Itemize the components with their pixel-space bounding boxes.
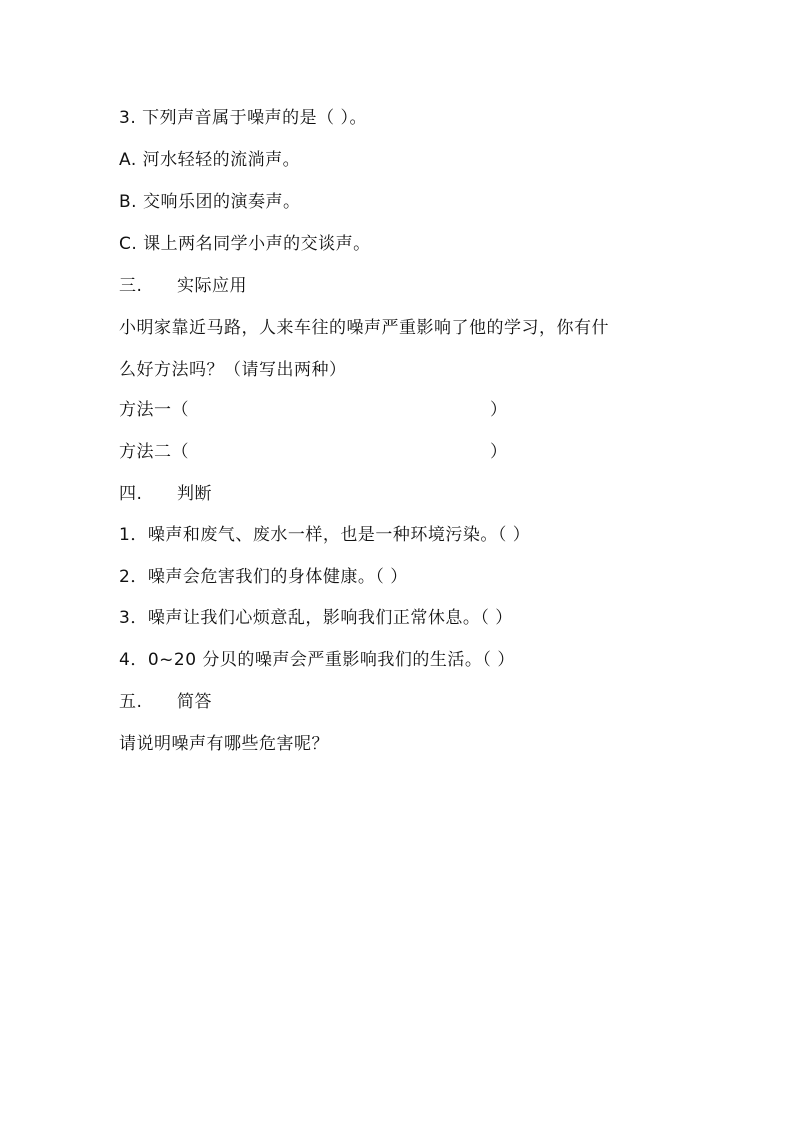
method-1-label: 方法一（ (119, 400, 189, 420)
section-3-question-line-2: 么好方法吗？（请写出两种） (119, 360, 347, 380)
section-3-title: 实际应用 (177, 276, 247, 296)
judgment-item-4: 4．0~20 分贝的噪声会严重影响我们的生活。（ ） (119, 650, 515, 670)
section-5-title: 简答 (177, 692, 212, 712)
section-4-number: 四. (119, 484, 143, 504)
section-3-number: 三. (119, 276, 143, 296)
method-1-close-paren: ） (490, 400, 508, 420)
judgment-item-3: 3．噪声让我们心烦意乱，影响我们正常休息。（ ） (119, 608, 513, 628)
section-4-heading (119, 482, 212, 506)
question-3-option-a: A. 河水轻轻的流淌声。 (119, 150, 301, 170)
question-3-option-c: C. 课上两名同学小声的交谈声。 (119, 234, 371, 254)
section-5-question: 请说明噪声有哪些危害呢？ (119, 734, 329, 754)
section-3-question-line-1: 小明家靠近马路，人来车往的噪声严重影响了他的学习，你有什 (119, 318, 609, 338)
judgment-item-1: 1．噪声和废气、废水一样，也是一种环境污染。（ ） (119, 525, 531, 545)
method-2-label: 方法二（ (119, 442, 189, 462)
question-3-stem: 3. 下列声音属于噪声的是（ ）。 (119, 108, 368, 128)
section-5-heading (119, 690, 212, 714)
section-3-heading (119, 274, 247, 298)
method-1-line (119, 398, 189, 422)
section-4-title: 判断 (177, 484, 212, 504)
method-2-close-paren: ） (490, 442, 508, 462)
judgment-item-2: 2．噪声会危害我们的身体健康。（ ） (119, 567, 408, 587)
method-2-line (119, 440, 189, 464)
section-5-number: 五. (119, 692, 143, 712)
question-3-option-b: B. 交响乐团的演奏声。 (119, 192, 301, 212)
